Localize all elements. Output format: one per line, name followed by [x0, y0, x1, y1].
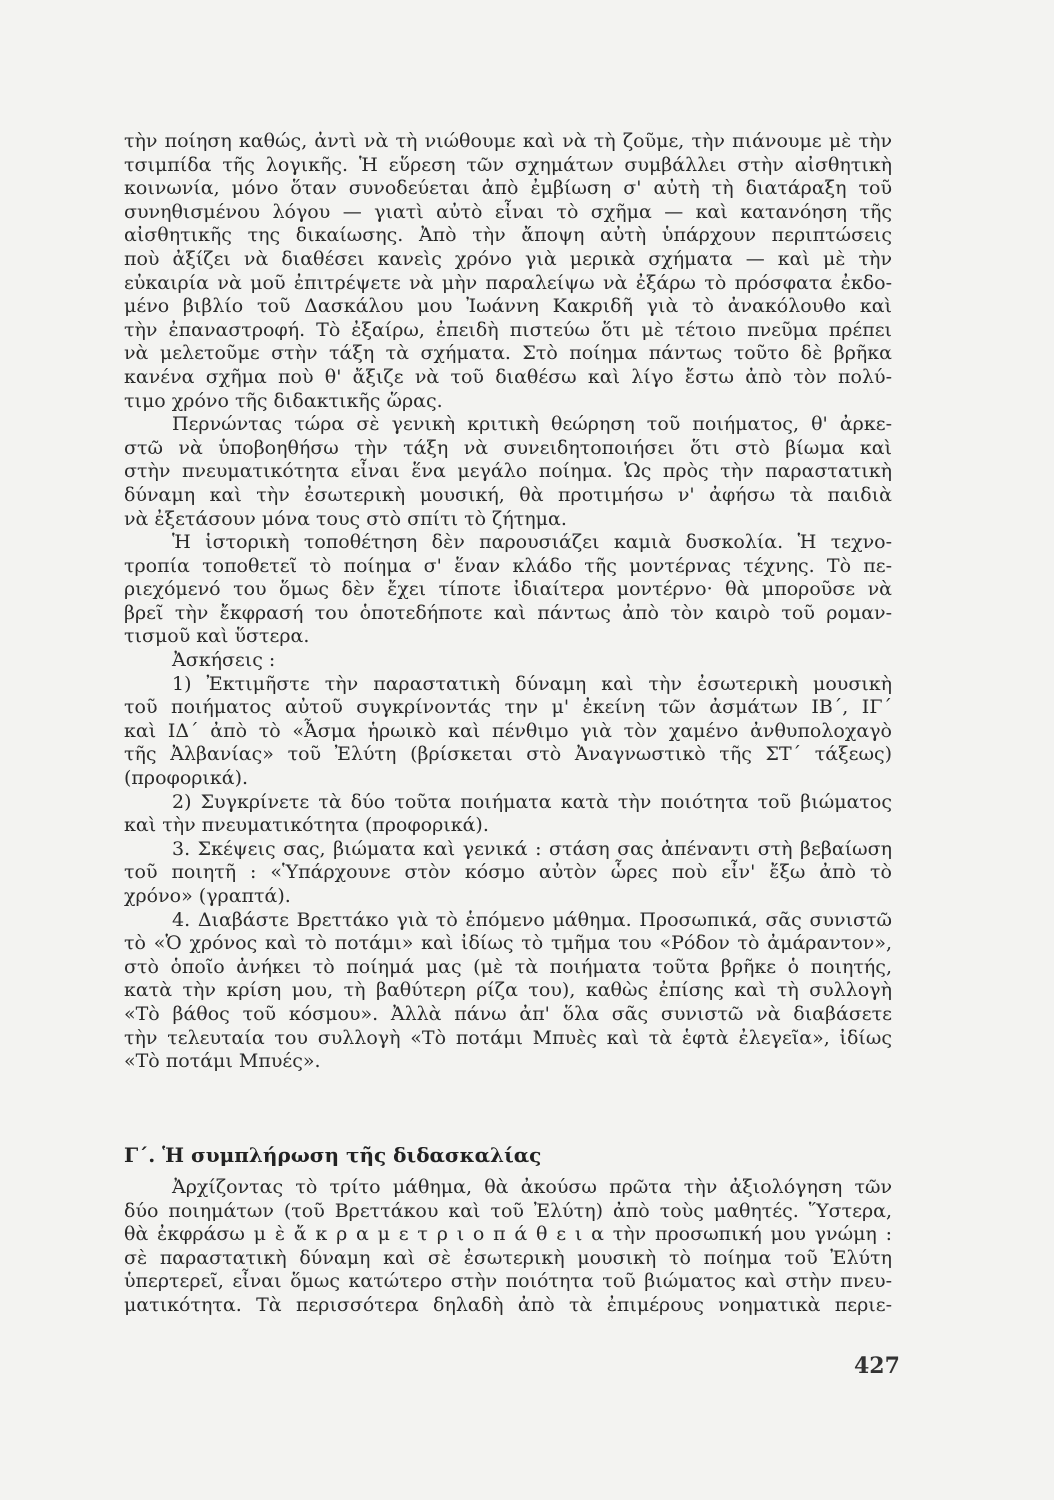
text-line: (προφορικά).	[124, 767, 249, 790]
text-line: τισμοῦ καὶ ὕστερα.	[124, 625, 310, 648]
text-line: στῶ νὰ ὑποβοηθήσω τὴν τάξη νὰ συνειδητοποιήσει ὅτι στὸ βίωμα καὶ	[124, 436, 892, 459]
text-line: δύο ποιημάτων (τοῦ Βρεττάκου καὶ τοῦ Ἐλύτη) ἀπὸ τοὺς μαθητές. Ὕστερα,	[124, 1199, 892, 1222]
section-heading: Γ΄. Ἡ συμπλήρωση τῆς διδασκαλίας	[124, 1143, 542, 1167]
text-line: 2) Συγκρίνετε τὰ δύο τοῦτα ποιήματα κατὰ τὴν ποιότητα τοῦ βιώματος	[172, 790, 892, 813]
text-line: κατὰ τὴν κρίση μου, τὴ βαθύτερη ρίζα του), καθὼς ἐπίσης καὶ τὴ συλλογὴ	[124, 979, 892, 1002]
text-line: καὶ τὴν πνευματικότητα (προφορικά).	[124, 814, 489, 837]
text-line: κανένα σχῆμα ποὺ θ' ἄξιζε νὰ τοῦ διαθέσω καὶ λίγο ἔστω ἀπὸ τὸν πολύ-	[124, 365, 892, 388]
text-line: αἰσθητικῆς της δικαίωσης. Ἀπὸ τὴν ἄποψη αὐτὴ ὑπάρχουν περιπτώσεις	[124, 224, 892, 247]
text-line: τοῦ ποιητῆ : «Ὑπάρχουνε στὸν κόσμο αὐτὸν ὧρες ποὺ εἶν' ἔξω ἀπὸ τὸ	[124, 861, 892, 884]
text-line: τὸ «Ὁ χρόνος καὶ τὸ ποτάμι» καὶ ἰδίως τὸ τμῆμα του «Ρόδον τὸ ἀμάραντον»,	[124, 932, 892, 955]
page-number: 427	[854, 1353, 900, 1379]
text-line: τῆς Ἀλβανίας» τοῦ Ἐλύτη (βρίσκεται στὸ Ἀναγνωστικὸ τῆς ΣΤ΄ τάξεως)	[124, 743, 892, 766]
text-line: ποὺ ἀξίζει νὰ διαθέσει κανεὶς χρόνο γιὰ μερικὰ σχήματα — καὶ μὲ τὴν	[124, 247, 892, 270]
text-line: Περνώντας τώρα σὲ γενικὴ κριτικὴ θεώρηση τοῦ ποιήματος, θ' ἀρκε-	[172, 413, 892, 436]
text-line: εὐκαιρία νὰ μοῦ ἐπιτρέψετε νὰ μὴν παραλείψω νὰ ἐξάρω τὸ πρόσφατα ἐκδο-	[124, 271, 892, 294]
text-line: ματικότητα. Τὰ περισσότερα δηλαδὴ ἀπὸ τὰ ἐπιμέρους νοηματικὰ περιε-	[124, 1293, 892, 1316]
text-line: Ἀρχίζοντας τὸ τρίτο μάθημα, θὰ ἀκούσω πρῶτα τὴν ἀξιολόγηση τῶν	[172, 1176, 892, 1198]
text-line: κοινωνία, μόνο ὅταν συνοδεύεται ἀπὸ ἐμβίωση σ' αὐτὴ τὴ διατάραξη τοῦ	[124, 177, 892, 200]
body-text	[124, 130, 892, 1074]
text-line: συνηθισμένου λόγου — γιατὶ αὐτὸ εἶναι τὸ σχῆμα — καὶ κατανόηση τῆς	[124, 200, 892, 223]
text-line: θὰ ἐκφράσω μ ὲ ἄ κ ρ α μ ε τ ρ ι ο π ά θ ε ι α τὴν προσωπική μου γνώμη :	[124, 1223, 892, 1246]
text-line: σὲ παραστατικὴ δύναμη καὶ σὲ ἐσωτερικὴ μουσικὴ τὸ ποίημα τοῦ Ἐλύτη	[124, 1246, 892, 1269]
text-line: μένο βιβλίο τοῦ Δασκάλου μου Ἰωάννη Κακριδῆ γιὰ τὸ ἀνακόλουθο καὶ	[124, 295, 892, 318]
text-line: ὑπερτερεῖ, εἶναι ὅμως κατώτερο στὴν ποιότητα τοῦ βιώματος καὶ στὴν πνευ-	[124, 1270, 892, 1293]
text-line: στὴν πνευματικότητα εἶναι ἕνα μεγάλο ποίημα. Ὡς πρὸς τὴν παραστατικὴ	[124, 460, 892, 483]
text-line: 1) Ἐκτιμῆστε τὴν παραστατικὴ δύναμη καὶ τὴν ἐσωτερικὴ μουσικὴ	[172, 672, 892, 695]
text-line: δύναμη καὶ τὴν ἐσωτερικὴ μουσική, θὰ προτιμήσω ν' ἀφήσω τὰ παιδιὰ	[124, 483, 892, 506]
text-line: στὸ ὁποῖο ἀνήκει τὸ ποίημά μας (μὲ τὰ ποιήματα τοῦτα βρῆκε ὁ ποιητής,	[124, 955, 892, 978]
text-line: Ἀσκήσεις :	[172, 649, 276, 672]
text-line: τοῦ ποιήματος αὐτοῦ συγκρίνοντάς την μ' ἐκείνη τῶν ἀσμάτων ΙΒ΄, ΙΓ΄	[124, 696, 892, 719]
text-line: καὶ ΙΔ΄ ἀπὸ τὸ «Ἆσμα ἡρωικὸ καὶ πένθιμο γιὰ τὸν χαμένο ἀνθυπολοχαγὸ	[124, 719, 892, 742]
text-line: τὴν τελευταία του συλλογὴ «Τὸ ποτάμι Μπυὲς καὶ τὰ ἑφτὰ ἐλεγεῖα», ἰδίως	[124, 1026, 892, 1049]
text-line: 4. Διαβάστε Βρεττάκο γιὰ τὸ ἑπόμενο μάθημα. Προσωπικά, σᾶς συνιστῶ	[172, 908, 892, 931]
text-line: τὴν ποίηση καθώς, ἀντὶ νὰ τὴ νιώθουμε καὶ νὰ τὴ ζοῦμε, τὴν πιάνουμε μὲ τὴν	[124, 130, 892, 152]
text-line: βρεῖ τὴν ἔκφρασή του ὁποτεδήποτε καὶ πάντως ἀπὸ τὸν καιρὸ τοῦ ρομαν-	[124, 601, 892, 624]
text-line: τὴν ἐπαναστροφή. Τὸ ἐξαίρω, ἐπειδὴ πιστεύω ὅτι μὲ τέτοιο πνεῦμα πρέπει	[124, 318, 892, 341]
text-line: «Τὸ βάθος τοῦ κόσμου». Ἀλλὰ πάνω ἀπ' ὅλα σᾶς συνιστῶ νὰ διαβάσετε	[124, 1002, 892, 1025]
text-line: «Τὸ ποτάμι Μπυές».	[124, 1050, 321, 1073]
text-line: 3. Σκέψεις σας, βιώματα καὶ γενικά : στάση σας ἀπέναντι στὴ βεβαίωση	[172, 837, 892, 860]
text-line: τσιμπίδα τῆς λογικῆς. Ἡ εὕρεση τῶν σχημάτων συμβάλλει στὴν αἰσθητικὴ	[124, 153, 892, 176]
text-line: ριεχόμενό του ὅμως δὲν ἔχει τίποτε ἰδιαίτερα μοντέρνο· θὰ μποροῦσε νὰ	[124, 578, 892, 601]
section-text	[124, 1176, 892, 1318]
text-line: τροπία τοποθετεῖ τὸ ποίημα σ' ἕναν κλάδο τῆς μοντέρνας τέχνης. Τὸ πε-	[124, 554, 892, 577]
text-line: νὰ ἐξετάσουν μόνα τους στὸ σπίτι τὸ ζήτημα.	[124, 507, 567, 530]
text-line: χρόνο» (γραπτά).	[124, 885, 291, 907]
text-line: Ἡ ἱστορικὴ τοποθέτηση δὲν παρουσιάζει καμιὰ δυσκολία. Ἡ τεχνο-	[172, 531, 892, 554]
text-line: τιμο χρόνο τῆς διδακτικῆς ὥρας.	[124, 389, 443, 412]
text-line: νὰ μελετοῦμε στὴν τάξη τὰ σχήματα. Στὸ ποίημα πάντως τοῦτο δὲ βρῆκα	[124, 342, 892, 365]
